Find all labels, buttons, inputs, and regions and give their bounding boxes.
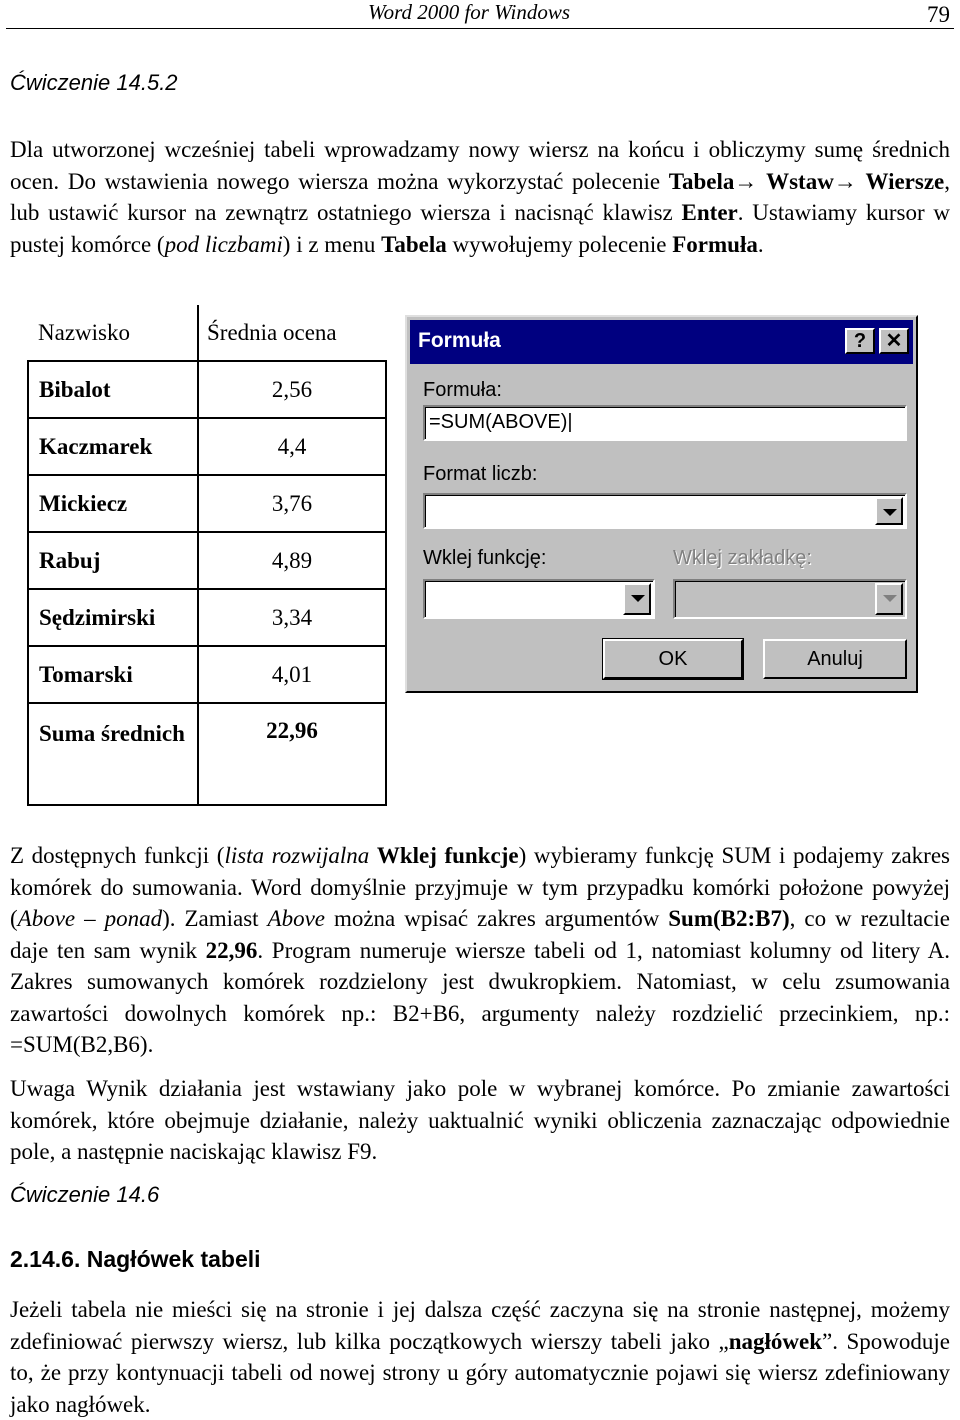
grades-table [27, 305, 387, 806]
bold-text: Formuła [672, 231, 758, 257]
close-button[interactable]: ✕ [879, 328, 909, 354]
table-header-row [28, 305, 386, 361]
grade-cell: 3,76 [198, 475, 386, 532]
dialog-titlebar [410, 320, 913, 364]
arrow-icon: → [734, 167, 758, 194]
paste-function-label: Wklej funkcję: [423, 547, 547, 569]
grade-cell: 4,4 [198, 418, 386, 475]
grade-cell: 4,01 [198, 646, 386, 703]
grade-cell: 2,56 [198, 361, 386, 418]
text: Jeżeli tabela nie mieści się na stronie i jej dalsza część zaczyna się na stronie następnej, możemy zdefiniować pierwszy wiersz, lub kilka początkowych wierszy tabeli jako „ [10, 1297, 950, 1354]
name-cell: Tomarski [28, 646, 198, 703]
grade-cell: 3,34 [198, 589, 386, 646]
italic-text: Above – ponad [17, 906, 163, 931]
text: . Ustawiamy kursor w pustej komórce ( [10, 200, 950, 257]
text: ) i z menu [282, 231, 382, 257]
cancel-button[interactable]: Anuluj [763, 639, 907, 679]
help-button[interactable]: ? [845, 328, 875, 354]
bold-text: Sum(B2:B7) [668, 906, 790, 931]
section-heading: 2.14.6. Nagłówek tabeli [10, 1246, 261, 1272]
number-format-select[interactable] [423, 493, 907, 529]
bold-text: Enter [681, 200, 738, 225]
sum-label-cell: Suma średnich [28, 703, 198, 805]
italic-text: pod liczbami [164, 231, 283, 257]
text: ”. Spowoduje to, że przy kontynuacji tabeli od nowej strony u góry automatycznie pojawi się wiersz zdefiniowany jako nagłówek. [10, 1328, 950, 1417]
bold-text: Wklej funkcje [376, 843, 519, 868]
note-paragraph [10, 1073, 950, 1168]
number-format-label: Format liczb: [423, 463, 538, 485]
table-row [28, 532, 386, 589]
italic-text: lista rozwijalna [224, 843, 377, 868]
intro-paragraph [10, 134, 950, 260]
name-cell: Rabuj [28, 532, 198, 589]
formula-input-value: =SUM(ABOVE) [429, 411, 568, 433]
page-number: 79 [927, 2, 950, 27]
ok-button[interactable]: OK [603, 639, 743, 679]
functions-paragraph [10, 840, 950, 1061]
name-cell: Bibalot [28, 361, 198, 418]
table-row [28, 361, 386, 418]
formula-label: Formuła: [423, 379, 502, 401]
header-cell: Nazwisko [28, 305, 198, 361]
formula-input[interactable] [423, 405, 907, 441]
arrow-icon: → [833, 167, 857, 194]
bold-text: Wstaw [766, 168, 834, 194]
italic-text: Above [267, 906, 325, 931]
text: można wpisać zakres argumentów [324, 906, 669, 931]
bold-text: Tabela [668, 168, 735, 194]
running-title: Word 2000 for Windows [368, 0, 571, 24]
bold-text: 22,96 [205, 937, 258, 963]
chevron-down-icon[interactable] [875, 497, 903, 525]
name-cell: Sędzimirski [28, 589, 198, 646]
note-text: Uwaga Wynik działania jest wstawiany jako pole w wybranej komórce. Po zmianie zawartości komórek, które obejmuje działanie, należy uaktualnić wyniki obliczenia zaznaczając odpowiednie pole, a następnie naciskając klawisz F9. [10, 1076, 950, 1164]
exercise-heading: Ćwiczenie 14.5.2 [10, 70, 178, 95]
bold-text: Wiersze [865, 168, 945, 194]
text: , lub ustawić kursor na zewnątrz ostatniego wiersza i nacisnąć klawisz [10, 168, 950, 225]
sum-value-cell: 22,96 [198, 703, 386, 805]
header-paragraph [10, 1294, 950, 1420]
bold-text: nagłówek [728, 1328, 822, 1354]
text: . Program numeruje wiersze tabeli od 1, natomiast kolumny od litery A. Zakres sumowanych komórek rozdzielony jest dwukropkiem. Natomiast, w celu zsumowania zawartości dowolnych komórek np.: B2+B6, argumenty należy rozdzielić przecinkiem, np.: =SUM(B2,B6). [10, 937, 950, 1057]
text: ). Zamiast [162, 906, 268, 931]
grade-cell: 4,89 [198, 532, 386, 589]
chevron-down-icon[interactable] [623, 583, 651, 615]
dialog-title: Formuła [418, 329, 501, 352]
text: ) wybieramy funkcję SUM i podajemy zakres komórek do sumowania. Word domyślnie przyjmuje w tym przypadku komórki położone powyżej ( [10, 843, 950, 931]
text-cursor: | [567, 411, 573, 433]
exercise-heading: Ćwiczenie 14.6 [10, 1182, 160, 1207]
text: Dla utworzonej wcześniej tabeli wprowadzamy nowy wiersz na końcu i obliczymy sumę średnich ocen. Do wstawienia nowego wiersza można wykorzystać polecenie [10, 137, 950, 194]
chevron-down-icon[interactable] [875, 583, 903, 615]
page-header [6, 0, 954, 29]
table-row [28, 589, 386, 646]
text: . [757, 231, 764, 257]
name-cell: Kaczmarek [28, 418, 198, 475]
table-row [28, 475, 386, 532]
text: , co w rezultacie daje ten sam wynik [10, 906, 951, 963]
paste-bookmark-select[interactable] [673, 579, 907, 619]
bold-text: Tabela [381, 231, 447, 257]
sum-row [28, 703, 386, 805]
header-cell: Średnia ocena [198, 305, 386, 361]
table-row [28, 646, 386, 703]
paste-bookmark-label: Wklej zakładkę: [673, 547, 812, 569]
table-row [28, 418, 386, 475]
name-cell: Mickiecz [28, 475, 198, 532]
text: Z dostępnych funkcji ( [10, 843, 225, 868]
formula-dialog [405, 315, 918, 693]
text: wywołujemy polecenie [446, 231, 673, 257]
paste-function-select[interactable] [423, 579, 655, 619]
